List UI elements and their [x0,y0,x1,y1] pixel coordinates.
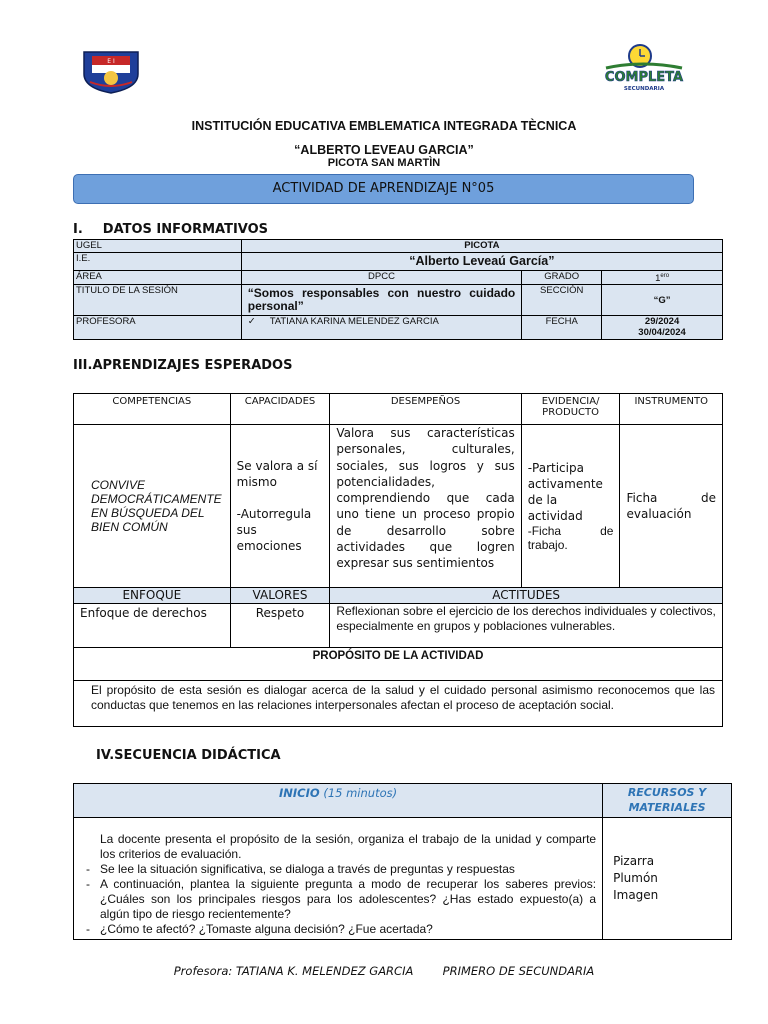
col-desempenos: DESEMPEÑOS [330,394,521,425]
area-value: DPCC [241,271,522,285]
section-datos-heading: I. DATOS INFORMATIVOS [73,222,269,237]
inicio-header: INICIO (15 minutos) [74,784,603,818]
proposito-text: El propósito de esta sesión es dialogar acerca de la salud y el cuidado personal asimismo reconocemos que las conductas que tenemos en las relaciones interpersonales afectan el proceso de aceptación social. [74,681,723,727]
col-evidencia: EVIDENCIA/ PRODUCTO [521,394,620,425]
titulo-label: TITULO DE LA SESIÓN [74,285,242,316]
col-valores: VALORES [230,588,330,604]
school-shield-logo [80,48,142,94]
page-footer [0,964,768,978]
check-icon: ✓ [247,316,256,328]
evidencia-cell: -Participa activamente de la actividad -Ficha de trabajo. [521,425,620,588]
recurso-item: Pizarra [613,854,655,868]
col-competencias: COMPETENCIAS [74,394,231,425]
jornada-completa-logo [600,40,686,92]
inicio-item: - Se lee la situación significativa, se dialoga a través de preguntas y respuestas [86,862,515,876]
instrumento-cell: Ficha de evaluación [620,425,723,588]
competencia-cell: CONVIVE DEMOCRÁTICAMENTE EN BÚSQUEDA DEL BIEN COMÚN [74,425,231,588]
profesora-label: PROFESORA [74,316,242,340]
school-location: PICOTA SAN MARTÌN [327,157,441,169]
seccion-label: SECCIÓN [522,285,602,316]
fecha-label: FECHA [522,316,602,340]
fecha-value: 29/2024 30/04/2024 [602,316,723,340]
inicio-item: - ¿Cómo te afectó? ¿Tomaste alguna decisión? ¿Fue acertada? [86,922,433,936]
section-secuencia-heading: IV.SECUENCIA DIDÁCTICA [96,748,281,763]
svg-text:COMPLETA: COMPLETA [604,70,684,85]
inicio-content [74,818,603,940]
grado-label: GRADO [522,271,602,285]
profesora-value: ✓ TATIANA KARINA MELENDEZ GARCIA [241,316,522,340]
col-actitudes: ACTITUDES [330,588,723,604]
capacidades-cell: Se valora a sí mismo -Autorregula sus emociones [230,425,330,588]
footer-grado: PRIMERO DE SECUNDARIA [442,964,595,978]
institution-name: INSTITUCIÓN EDUCATIVA EMBLEMATICA INTEGRADA TÈCNICA [191,119,577,133]
recursos-list [603,818,732,940]
recurso-item: Plumón [613,871,658,885]
recursos-header: RECURSOS Y MATERIALES [603,784,732,818]
secuencia-table [73,783,732,940]
valor-cell: Respeto [230,604,330,648]
actitud-cell: Reflexionan sobre el ejercicio de los derechos individuales y colectivos, especialmente en grupos y poblaciones vulnerables. [330,604,723,648]
svg-text:E I: E I [107,58,115,65]
col-instrumento: INSTRUMENTO [620,394,723,425]
section-aprendizajes-heading: III.APRENDIZAJES ESPERADOS [73,358,293,373]
inicio-item: - A continuación, plantea la siguiente pregunta a modo de recuperar los saberes previos: ¿Cuáles son los principales riesgos para los adolescentes? ¿Has estado expuesto(a) a algún tipo de riesgo recientemente? [86,877,597,921]
recurso-item: Imagen [613,888,659,902]
ugel-value: PICOTA [241,240,722,253]
col-capacidades: CAPACIDADES [230,394,330,425]
footer-profesora: Profesora: TATIANA K. MELENDEZ GARCIA [173,964,414,978]
inicio-intro: La docente presenta el propósito de la sesión, organiza el trabajo de la unidad y comparte los criterios de evaluación. [100,832,597,861]
activity-title-box: ACTIVIDAD DE APRENDIZAJE N°05 [73,174,694,204]
area-label: ÁREA [74,271,242,285]
titulo-value: “Somos responsables con nuestro cuidado personal” [241,285,522,316]
col-enfoque: ENFOQUE [74,588,231,604]
datos-informativos-table [73,239,723,340]
svg-text:SECUNDARIA: SECUNDARIA [623,86,665,92]
desempeno-cell: Valora sus características personales, culturales, sociales, sus logros y sus potencialidades, comprendiendo que cada uno tiene un proceso propio de desarrollo sobre actividades que logren expresar sus sentimientos [330,425,521,588]
proposito-title: PROPÓSITO DE LA ACTIVIDAD [74,648,723,681]
enfoque-cell: Enfoque de derechos [74,604,231,648]
ie-value: “Alberto Leveaú García” [241,253,722,271]
ugel-label: UGEL [74,240,242,253]
seccion-value: “G” [602,285,723,316]
school-name: “ALBERTO LEVEAU GARCIA” [294,143,474,157]
aprendizajes-table [73,393,723,727]
grado-value: $1^{ero}$ [602,271,723,285]
ie-label: I.E. [74,253,242,271]
